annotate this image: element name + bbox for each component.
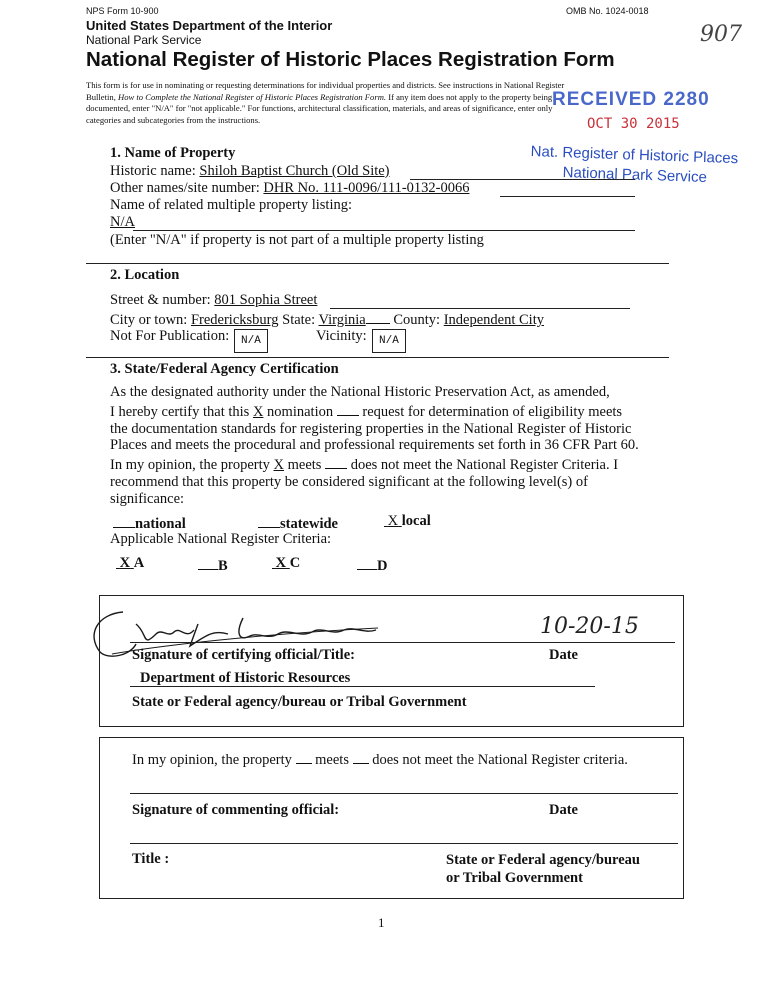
not-for-publication-label: Not For Publication: — [110, 328, 230, 344]
vicinity-label: Vicinity: — [316, 328, 367, 344]
certifying-department: Department of Historic Resources — [140, 670, 351, 686]
criteria-c: X C — [275, 555, 301, 571]
certifying-date-handwritten: 10-20-15 — [540, 614, 639, 639]
form-instructions: This form is for use in nominating or requesting determinations for individual properties and districts. See instructions in National Register Bulletin, How to Complete the National Register of Historic Places Registration Form. If any item does not apply to the property being documented, enter "N/A" for "not applicable." For functions, architectural classification, materials, and areas of significance, enter only categories and subcategories from the instructions. — [86, 80, 565, 125]
department-name: United States Department of the Interior — [86, 18, 333, 33]
street-value: 801 Sophia Street — [214, 292, 318, 308]
department-line — [130, 686, 595, 687]
street-row: Street & number: 801 Sophia Street — [110, 292, 318, 308]
related-listing-value: N/A — [110, 214, 135, 230]
not-for-publication-field: N/A — [234, 329, 268, 353]
commenting-opinion: In my opinion, the property meets does not meet the National Register criteria. — [132, 749, 628, 769]
page-title: National Register of Historic Places Registration Form — [86, 48, 615, 71]
commenting-signature-label: Signature of commenting official: — [132, 802, 340, 818]
historic-name-row: Historic name: Shiloh Baptist Church (Old Site) — [110, 163, 390, 179]
other-names-row: Other names/site number: DHR No. 111-0096/111-0132-0066 — [110, 180, 470, 196]
received-date-stamp: OCT 30 2015 — [587, 116, 680, 132]
city-value: Fredericksburg — [190, 312, 279, 328]
handwritten-number: 907 — [700, 22, 742, 47]
commenting-agency-label: State or Federal agency/bureau or Tribal Government — [446, 852, 640, 886]
other-names-line — [500, 196, 635, 197]
city-row: City or town: Fredericksburg State: Virginia County: Independent City — [110, 309, 544, 329]
certifying-agency-label: State or Federal agency/bureau or Tribal Government — [132, 694, 467, 710]
level-local: X local — [387, 513, 431, 529]
signature-line — [130, 642, 675, 643]
service-name: National Park Service — [86, 33, 202, 47]
certifying-signature-label: Signature of certifying official/Title: — [132, 647, 355, 663]
nrhp-stamp-line2: National Park Service — [562, 164, 708, 187]
omb-number: OMB No. 1024-0018 — [566, 6, 649, 16]
county-value: Independent City — [443, 312, 544, 328]
certifying-date-label: Date — [549, 647, 578, 663]
section2-heading: 2. Location — [110, 267, 180, 283]
section-divider — [86, 357, 669, 358]
level-national: national — [113, 513, 186, 533]
vicinity-field: N/A — [372, 329, 406, 353]
level-statewide: statewide — [258, 513, 338, 533]
criteria-d: D — [357, 555, 387, 575]
form-number: NPS Form 10-900 — [86, 6, 159, 16]
section1-heading: 1. Name of Property — [110, 145, 236, 161]
section-divider — [86, 263, 669, 264]
criteria-b: B — [198, 555, 228, 575]
commenting-title-line — [130, 843, 678, 844]
historic-name-value: Shiloh Baptist Church (Old Site) — [199, 163, 390, 179]
page-number: 1 — [378, 915, 385, 930]
certification-paragraph: As the designated authority under the National Historic Preservation Act, as amended, I hereby certify that this X nomination request for determination of eligibility meets the documentation standards for registering properties in the National Register of Historic Places and meets the procedural and professional requirements set forth in 36 CFR Part 60. In my opinion, the property X meets does not meet the National Register Criteria. I recommend that this property be considered significant at the following level(s) of significance: — [110, 384, 639, 507]
section3-heading: 3. State/Federal Agency Certification — [110, 361, 339, 377]
criteria-a: X A — [119, 555, 145, 571]
other-names-value: DHR No. 111-0096/111-0132-0066 — [263, 180, 470, 196]
nrhp-stamp-line1: Nat. Register of Historic Places — [530, 143, 739, 168]
criteria-label: Applicable National Register Criteria: — [110, 531, 332, 547]
received-stamp: RECEIVED 2280 — [552, 89, 710, 110]
section1-note: (Enter "N/A" if property is not part of a multiple property listing — [110, 232, 484, 248]
commenting-title-label: Title : — [132, 851, 170, 867]
state-value: Virginia — [318, 312, 366, 328]
related-listing-line — [133, 230, 635, 231]
commenting-date-label: Date — [549, 802, 578, 818]
related-listing-label: Name of related multiple property listing: — [110, 197, 353, 213]
commenting-signature-line — [130, 793, 678, 794]
